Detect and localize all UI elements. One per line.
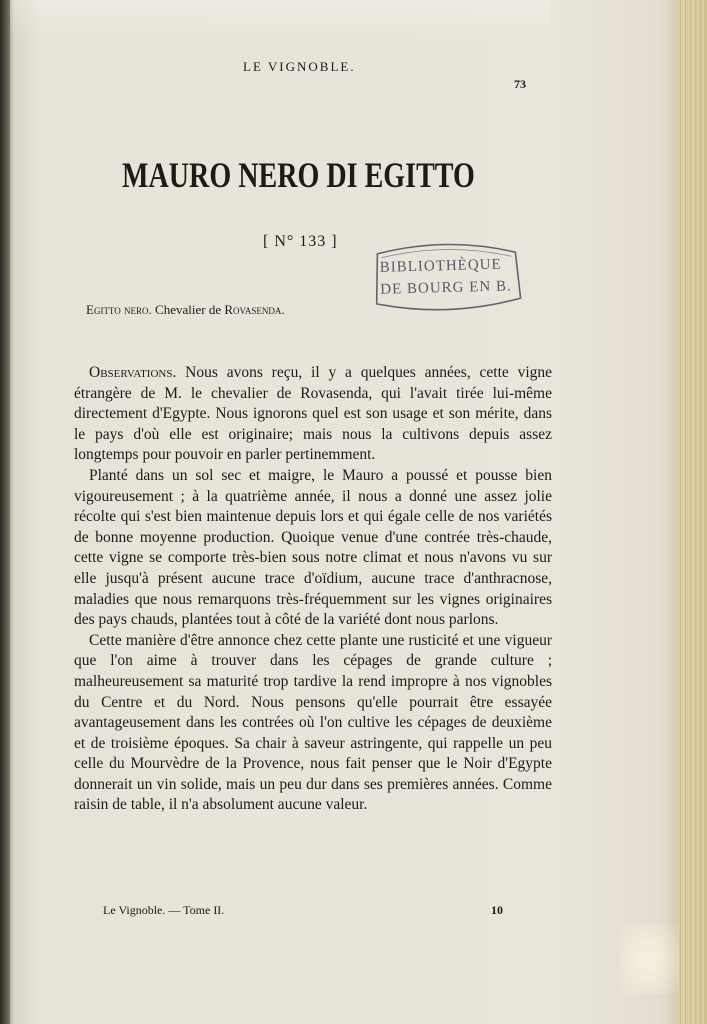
page-edges (677, 0, 707, 1024)
running-head: LE VIGNOBLE. (243, 59, 356, 74)
observations-label: Observations. (89, 364, 177, 381)
stamp-line-2: DE BOURG EN B. (380, 278, 512, 298)
entry-number: [ N° 133 ] (263, 233, 338, 250)
page-highlight (10, 0, 550, 40)
synonym-text: Chevalier de (155, 302, 222, 317)
stamp-line-1: BIBLIOTHÈQUE (379, 256, 502, 276)
synonym-name: Egitto nero. (86, 302, 152, 317)
footer-volume: Le Vignoble. — Tome II. (103, 903, 225, 917)
binding-gutter (0, 0, 10, 1024)
paragraph-2: Planté dans un sol sec et maigre, le Mauro a poussé et pousse bien vigoureusement ; à la quatrième année, il nous a donné une assez jolie récolte qui s'est bien maintenue depuis lors et qui égale celle de nos variétés de bonne moyenne production. Quoique venue d'une contrée très-chaude, cette vigne se comporte très-bien sous notre climat et nous n'avons vu sur elle jusqu'à présent aucune trace d'oïdium, aucune trace d'anthracnose, maladies que nous remarquons très-fréquemment sur les vignes originaires des pays chauds, plantées tout à côté de la variété dont nous parlons. (74, 466, 552, 629)
paragraph-1-text: Nous avons reçu, il y a quelques années, cette vigne étrangère de M. le chevalier de Rovasenda, qui l'avait tirée lui-même directement d'Egypte. Nous ignorons quel est son usage et son mérite, dans le pays d'où elle est originaire; mais nous la cultivons depuis assez longtemps pour pouvoir en parler pertinemment. (74, 364, 553, 464)
library-stamp (367, 236, 529, 318)
stamp-frame-icon (367, 236, 529, 318)
page-number: 73 (514, 77, 526, 91)
page-title: MAURO NERO DI EGITTO (122, 155, 475, 195)
synonym-line (86, 302, 285, 318)
footer-signature: 10 (491, 903, 503, 917)
paragraph-3: Cette manière d'être annonce chez cette plante une rusticité et une vigueur que l'on aime à trouver dans les cépages de grande culture ; malheureusement sa maturité trop tardive la rend impropre à nos vignobles du Centre et du Nord. Nous pensons qu'elle pourrait être essayée avantageusement dans les contrées où l'on cultive les cépages de deuxième et de troisième époques. Sa chair à saveur astringente, qui rappelle un peu celle du Mourvèdre de la Provence, nous fait penser que le Noir d'Egypte donnerait un vin solide, mais un peu dur dans ses premières années. Comme raisin de table, il n'a absolument aucune valeur. (74, 631, 552, 814)
paper-stain (619, 924, 679, 994)
paragraph-1 (74, 363, 552, 466)
article-body (74, 363, 552, 816)
synonym-author: Rovasenda. (224, 302, 285, 317)
